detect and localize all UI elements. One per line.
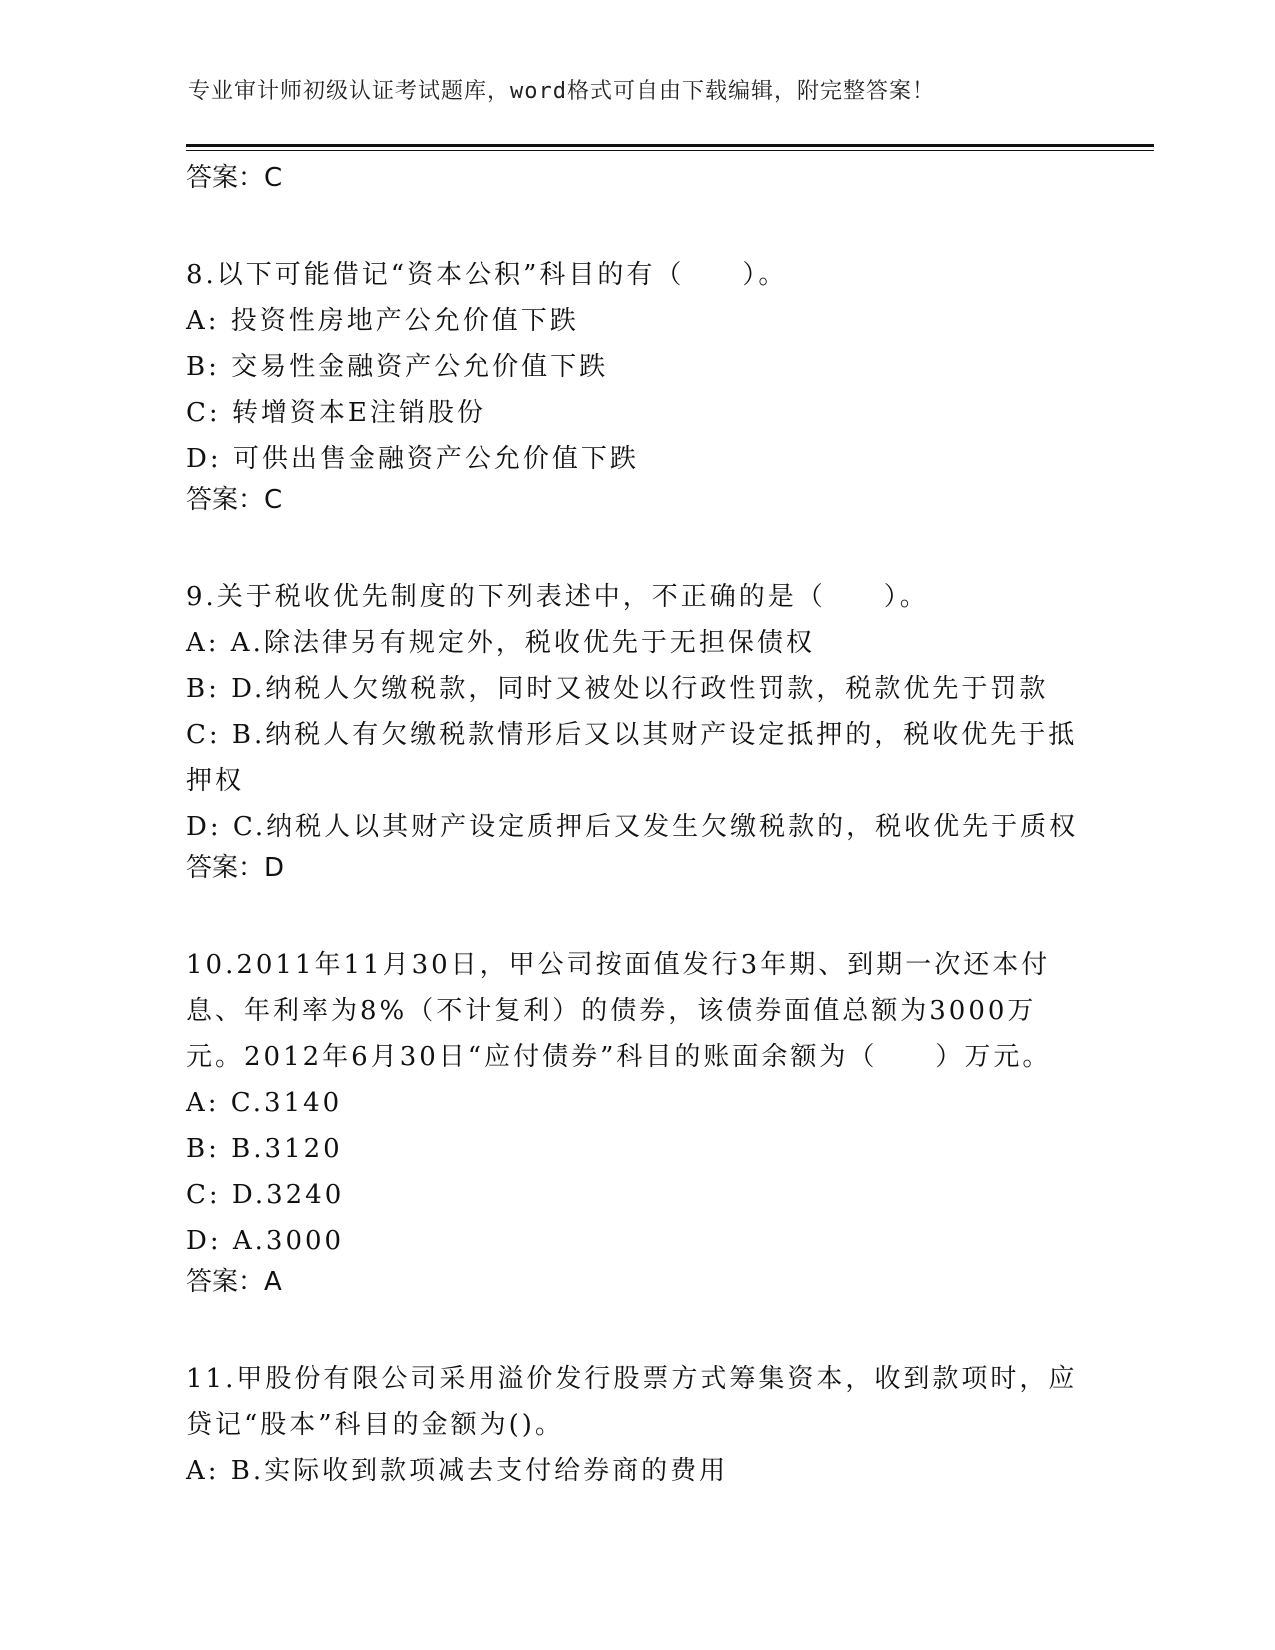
question-10 <box>186 942 1086 1300</box>
option-d: D: C.纳税人以其财产设定质押后又发生欠缴税款的，税收优先于质权 <box>186 812 1079 842</box>
header-rule-thick <box>186 144 1154 147</box>
question-text: 9.关于税收优先制度的下列表述中，不正确的是（ ）。 <box>186 582 929 612</box>
option-d: D: 可供出售金融资产公允价值下跌 <box>186 444 639 474</box>
option-c: C: D.3240 <box>186 1180 345 1210</box>
page-header: 专业审计师初级认证考试题库，word格式可自由下载编辑，附完整答案！ <box>188 79 935 104</box>
option-d: D: A.3000 <box>186 1226 345 1256</box>
option-a: A: C.3140 <box>186 1088 343 1118</box>
question-8 <box>186 252 1086 518</box>
question-text: 11.甲股份有限公司采用溢价发行股票方式筹集资本，收到款项时，应贷记“股本”科目的金额为()。 <box>186 1364 1078 1440</box>
option-b: B: D.纳税人欠缴税款，同时又被处以行政性罚款，税款优先于罚款 <box>186 674 1049 704</box>
option-a: A: B.实际收到款项减去支付给券商的费用 <box>186 1456 729 1486</box>
option-a: A: 投资性房地产公允价值下跌 <box>186 306 579 336</box>
option-c: C: B.纳税人有欠缴税款情形后又以其财产设定抵押的，税收优先于抵押权 <box>186 720 1078 796</box>
question-text: 8.以下可能借记“资本公积”科目的有（ ）。 <box>186 260 788 290</box>
question-11 <box>186 1356 1086 1494</box>
option-b: B: 交易性金融资产公允价值下跌 <box>186 352 609 382</box>
answer-label: 答案：D <box>186 853 285 883</box>
answer-label: 答案：A <box>186 1267 282 1297</box>
question-text: 10.2011年11月30日，甲公司按面值发行3年期、到期一次还本付息、年利率为8%（不计复利）的债券，该债券面值总额为3000万元。2012年6月30日“应付债券”科目的账面余额为（ ）万元。 <box>186 950 1052 1072</box>
document-body <box>186 160 1086 1494</box>
question-9 <box>186 574 1086 886</box>
header-rule-thin <box>186 150 1154 151</box>
answer-label: 答案：C <box>186 163 283 193</box>
option-c: C: 转增资本E注销股份 <box>186 398 486 428</box>
option-a: A: A.除法律另有规定外，税收优先于无担保债权 <box>186 628 815 658</box>
option-b: B: B.3120 <box>186 1134 343 1164</box>
answer-label: 答案：C <box>186 485 283 515</box>
